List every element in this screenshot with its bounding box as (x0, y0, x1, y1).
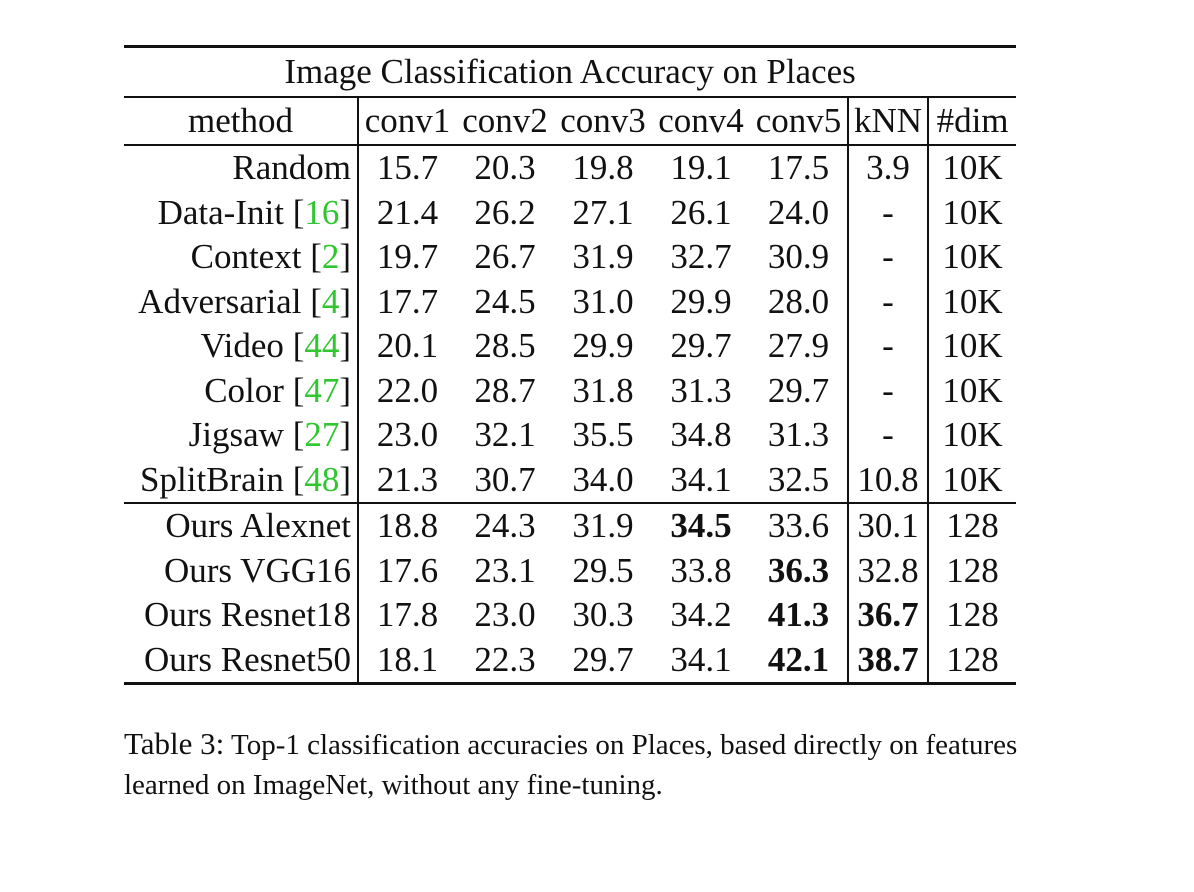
table-row (124, 235, 1016, 280)
conv3-value: 31.9 (554, 503, 652, 549)
method-name: Ours Resnet18 (143, 595, 351, 635)
method-name: Jigsaw (188, 415, 293, 455)
method-name: Video (200, 326, 293, 366)
conv2-value: 30.7 (474, 459, 536, 499)
caption-label: Table 3: (124, 726, 225, 761)
method-cell (124, 549, 358, 594)
knn-value: - (848, 280, 928, 325)
conv2-value: 22.3 (456, 638, 554, 684)
method-cell: Jigsaw [27] (124, 413, 358, 458)
table-row (124, 324, 1016, 369)
conv3-value: 31.0 (572, 281, 634, 321)
table-row (124, 191, 1016, 236)
conv3-value: 30.3 (572, 595, 634, 635)
conv4-value: 19.1 (670, 148, 732, 188)
method-cell (124, 145, 358, 191)
citation-link[interactable]: 16 (304, 192, 340, 232)
conv5-value: 33.6 (750, 503, 848, 549)
conv3-value: 29.9 (572, 326, 634, 366)
method-name: SplitBrain (140, 459, 293, 499)
header-conv4: conv4 (652, 97, 750, 145)
method-name: Context (190, 237, 311, 277)
method-name: Ours Alexnet (165, 506, 351, 546)
results-table (124, 45, 1016, 685)
method-cell: Adversarial [4] (124, 280, 358, 325)
knn-value: 38.7 (848, 638, 928, 684)
knn-value: - (848, 413, 928, 458)
knn-value: - (848, 324, 928, 369)
conv3-value: 31.8 (572, 370, 634, 410)
conv5-value: 42.1 (750, 638, 848, 684)
table-title-row (124, 47, 1016, 98)
conv1-value: 18.1 (358, 638, 456, 684)
knn-value: - (848, 369, 928, 414)
conv2-value: 32.1 (474, 415, 536, 455)
conv2-value: 23.0 (474, 595, 536, 635)
conv3-value: 27.1 (572, 192, 634, 232)
dim-value: 10K (942, 148, 1003, 188)
conv5-value: 28.0 (767, 281, 830, 321)
table-row (124, 369, 1016, 414)
conv4-value: 33.8 (670, 550, 732, 590)
conv3-value: 34.0 (572, 459, 634, 499)
conv2-value: 26.7 (474, 237, 536, 277)
conv1-value: 18.8 (358, 503, 456, 549)
header-conv3: conv3 (554, 97, 652, 145)
conv1-value: 21.4 (376, 192, 439, 232)
conv3-value: 29.5 (572, 550, 634, 590)
citation-link[interactable]: 48 (304, 459, 340, 499)
dim-value: 10K (942, 281, 1003, 321)
conv4-value: 31.3 (670, 370, 732, 410)
dim-value: 128 (928, 638, 1016, 684)
conv5-value: 24.0 (767, 192, 830, 232)
conv4-value: 32.7 (670, 237, 732, 277)
dim-value: 10K (942, 370, 1003, 410)
conv2-value: 28.5 (474, 326, 536, 366)
caption-text: Top-1 classification accuracies on Places, based directly on features learned on ImageNet, without any fine-tuning. (124, 729, 1018, 801)
header-conv2: conv2 (456, 97, 554, 145)
table-title: Image Classification Accuracy on Places (124, 47, 1016, 98)
conv4-value: 34.2 (670, 595, 732, 635)
dim-value: 128 (928, 503, 1016, 549)
citation-link[interactable]: 27 (304, 415, 340, 455)
header-method: method (124, 97, 358, 145)
conv4-value: 29.9 (670, 281, 732, 321)
method-cell (124, 503, 358, 549)
knn-value: 3.9 (848, 145, 928, 191)
dim-value: 128 (946, 550, 999, 590)
method-cell: Video [44] (124, 324, 358, 369)
conv5-value: 29.7 (767, 370, 830, 410)
table-row (124, 280, 1016, 325)
table-row (124, 145, 1016, 191)
method-name: Ours Resnet50 (143, 639, 351, 679)
conv2-value: 20.3 (474, 148, 536, 188)
dim-value: 128 (946, 595, 999, 635)
conv4-value: 34.1 (670, 459, 732, 499)
conv2-value: 26.2 (474, 192, 536, 232)
conv4-value: 34.5 (652, 503, 750, 549)
conv1-value: 17.6 (376, 550, 439, 590)
method-name: Data-Init (157, 192, 293, 232)
table-row (124, 503, 1016, 549)
conv3-value: 35.5 (572, 415, 634, 455)
method-cell: Context [2] (124, 235, 358, 280)
header-conv1: conv1 (358, 97, 456, 145)
table-row (124, 458, 1016, 504)
conv4-value: 29.7 (670, 326, 732, 366)
dim-value: 10K (942, 237, 1003, 277)
table-row (124, 413, 1016, 458)
table-row (124, 638, 1016, 684)
table-row (124, 549, 1016, 594)
results-table-container (124, 45, 1016, 685)
method-name: Color (204, 370, 293, 410)
method-name: Ours VGG16 (164, 550, 351, 590)
header-dim: #dim (928, 97, 1016, 145)
dim-value: 10K (942, 326, 1003, 366)
conv1-value: 15.7 (376, 148, 439, 188)
knn-value: - (848, 235, 928, 280)
knn-value: - (848, 191, 928, 236)
conv4-value: 34.8 (670, 415, 732, 455)
conv2-value: 23.1 (474, 550, 536, 590)
knn-value: 36.7 (848, 593, 928, 638)
method-name: Random (232, 148, 351, 188)
header-conv5: conv5 (750, 97, 848, 145)
method-cell (124, 593, 358, 638)
method-name: Adversarial (138, 281, 311, 321)
conv1-value: 19.7 (376, 237, 439, 277)
table-caption (124, 724, 1024, 805)
dim-value: 10K (942, 192, 1003, 232)
conv3-value: 31.9 (572, 237, 634, 277)
knn-value: 30.1 (848, 503, 928, 549)
citation-link[interactable]: 2 (321, 237, 340, 277)
conv2-value: 24.3 (456, 503, 554, 549)
conv5-value: 17.5 (767, 148, 830, 188)
conv5-value: 41.3 (767, 595, 830, 635)
conv1-value: 23.0 (376, 415, 439, 455)
method-cell: SplitBrain [48] (124, 458, 358, 504)
citation-link[interactable]: 47 (304, 370, 340, 410)
method-cell (124, 638, 358, 684)
conv3-value: 19.8 (572, 148, 634, 188)
conv4-value: 26.1 (670, 192, 732, 232)
table-header-row (124, 97, 1016, 145)
method-cell: Color [47] (124, 369, 358, 414)
dim-value: 10K (942, 415, 1003, 455)
citation-link[interactable]: 4 (321, 281, 340, 321)
citation-link[interactable]: 44 (304, 326, 340, 366)
conv2-value: 28.7 (474, 370, 536, 410)
conv1-value: 22.0 (376, 370, 439, 410)
conv5-value: 32.5 (767, 459, 830, 499)
conv1-value: 17.8 (376, 595, 439, 635)
conv3-value: 29.7 (554, 638, 652, 684)
header-knn: kNN (848, 97, 928, 145)
dim-value: 10K (942, 459, 1003, 499)
table-row (124, 593, 1016, 638)
method-cell: Data-Init [16] (124, 191, 358, 236)
conv2-value: 24.5 (474, 281, 536, 321)
conv5-value: 31.3 (767, 415, 830, 455)
conv1-value: 21.3 (376, 459, 439, 499)
conv4-value: 34.1 (652, 638, 750, 684)
knn-value: 32.8 (848, 549, 928, 594)
knn-value: 10.8 (848, 458, 928, 504)
conv1-value: 17.7 (376, 281, 439, 321)
conv5-value: 30.9 (767, 237, 830, 277)
conv5-value: 36.3 (767, 550, 830, 590)
conv5-value: 27.9 (767, 326, 830, 366)
conv1-value: 20.1 (376, 326, 439, 366)
